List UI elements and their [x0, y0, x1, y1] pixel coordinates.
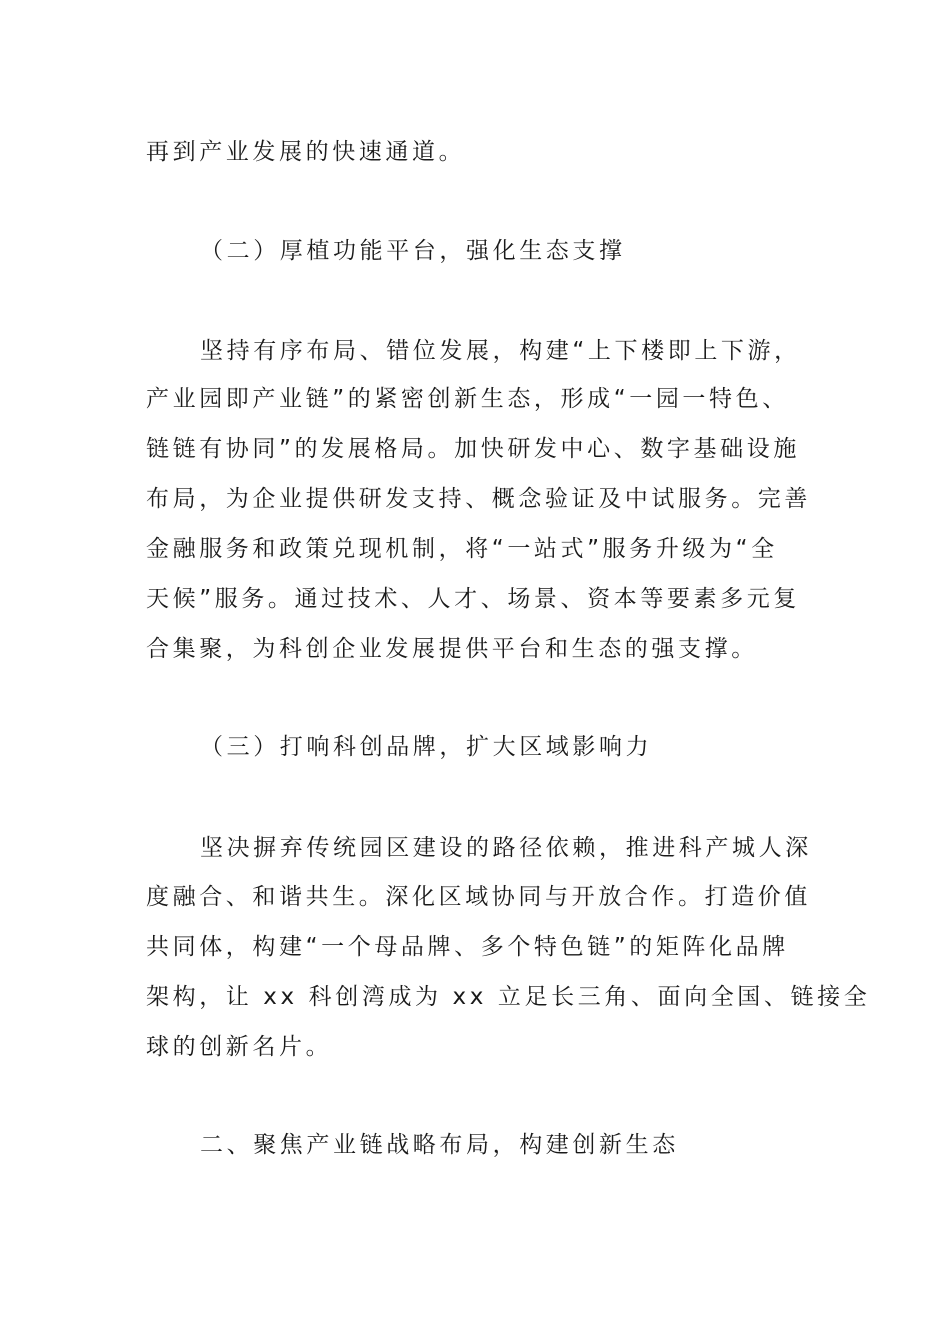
- paragraph-line: 合集聚，为科创企业发展提供平台和生态的强支撑。: [146, 636, 758, 662]
- part-2-heading: 二、聚焦产业链战略布局，构建创新生态: [200, 1132, 679, 1158]
- paragraph-line: 坚决摒弃传统园区建设的路径依赖，推进科产城人深: [200, 835, 812, 861]
- continuation-text: 再到产业发展的快速通道。: [146, 139, 466, 165]
- paragraph-line: 度融合、和谐共生。深化区域协同与开放合作。打造价值: [146, 884, 811, 910]
- paragraph-line: 架构，让 xx 科创湾成为 xx 立足长三角、面向全国、链接全: [146, 984, 871, 1010]
- section-2-heading: （二）厚植功能平台，强化生态支撑: [200, 238, 626, 264]
- paragraph-line: 共同体，构建“一个母品牌、多个特色链”的矩阵化品牌: [146, 934, 789, 960]
- paragraph-line: 天候”服务。通过技术、人才、场景、资本等要素多元复: [146, 586, 800, 612]
- paragraph-line: 球的创新名片。: [146, 1034, 333, 1060]
- section-3-heading: （三）打响科创品牌，扩大区域影响力: [200, 734, 653, 760]
- paragraph-line: 布局，为企业提供研发支持、概念验证及中试服务。完善: [146, 486, 811, 512]
- paragraph-line: 产业园即产业链”的紧密创新生态，形成“一园一特色、: [146, 386, 789, 412]
- paragraph-line: 坚持有序布局、错位发展，构建“上下楼即上下游，: [200, 338, 801, 364]
- paragraph-line: 链链有协同”的发展格局。加快研发中心、数字基础设施: [146, 436, 800, 462]
- paragraph-line: 金融服务和政策兑现机制，将“一站式”服务升级为“全: [146, 536, 778, 562]
